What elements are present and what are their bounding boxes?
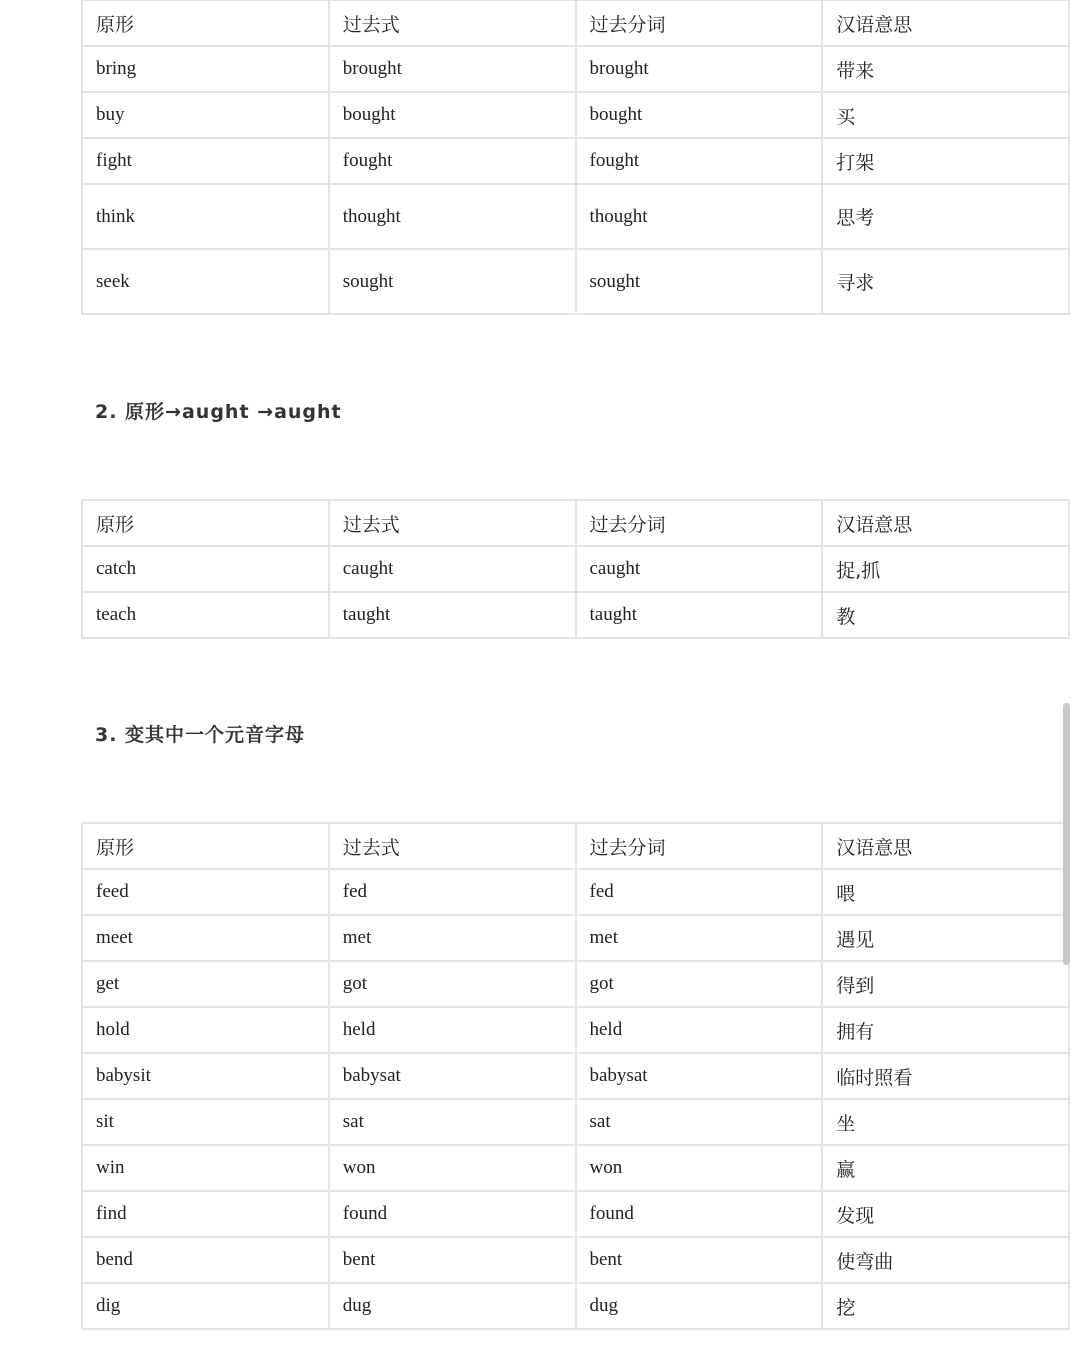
vertical-scrollbar[interactable]: [1063, 703, 1070, 965]
cell-base-form: fight: [82, 138, 329, 184]
cell-chinese-meaning: 使弯曲: [822, 1237, 1069, 1283]
verb-table-1: [81, 0, 1070, 315]
table-row: [82, 1007, 1069, 1053]
cell-past-tense: sat: [329, 1099, 576, 1145]
cell-past-tense: fought: [329, 138, 576, 184]
cell-past-tense: bent: [329, 1237, 576, 1283]
cell-past-tense: babysat: [329, 1053, 576, 1099]
cell-base-form: catch: [82, 546, 329, 592]
cell-past-tense: sought: [329, 249, 576, 314]
table-row: [82, 1191, 1069, 1237]
table-row: [82, 869, 1069, 915]
cell-chinese-meaning: 遇见: [822, 915, 1069, 961]
cell-past-participle: got: [576, 961, 823, 1007]
cell-base-form: teach: [82, 592, 329, 638]
cell-base-form: find: [82, 1191, 329, 1237]
cell-past-participle: bent: [576, 1237, 823, 1283]
cell-base-form: think: [82, 184, 329, 249]
table-header-row: [82, 823, 1069, 869]
cell-past-participle: dug: [576, 1283, 823, 1329]
table-row: [82, 1145, 1069, 1191]
cell-chinese-meaning: 带来: [822, 46, 1069, 92]
header-base-form: 原形: [82, 823, 329, 869]
verb-table-2: [81, 499, 1070, 639]
cell-base-form: babysit: [82, 1053, 329, 1099]
table-header-row: [82, 500, 1069, 546]
cell-chinese-meaning: 挖: [822, 1283, 1069, 1329]
verb-table-3: [81, 822, 1070, 1330]
cell-past-participle: fought: [576, 138, 823, 184]
cell-chinese-meaning: 捉,抓: [822, 546, 1069, 592]
cell-past-tense: found: [329, 1191, 576, 1237]
header-base-form: 原形: [82, 0, 329, 46]
cell-past-participle: held: [576, 1007, 823, 1053]
cell-base-form: win: [82, 1145, 329, 1191]
cell-base-form: bring: [82, 46, 329, 92]
table-row: [82, 1099, 1069, 1145]
cell-past-tense: got: [329, 961, 576, 1007]
cell-past-tense: taught: [329, 592, 576, 638]
cell-base-form: dig: [82, 1283, 329, 1329]
cell-chinese-meaning: 赢: [822, 1145, 1069, 1191]
table-row: [82, 184, 1069, 249]
cell-past-tense: fed: [329, 869, 576, 915]
cell-chinese-meaning: 临时照看: [822, 1053, 1069, 1099]
header-past-participle: 过去分词: [576, 0, 823, 46]
header-chinese-meaning: 汉语意思: [822, 823, 1069, 869]
table-header-row: [82, 0, 1069, 46]
header-chinese-meaning: 汉语意思: [822, 500, 1069, 546]
cell-chinese-meaning: 得到: [822, 961, 1069, 1007]
cell-chinese-meaning: 寻求: [822, 249, 1069, 314]
cell-chinese-meaning: 教: [822, 592, 1069, 638]
cell-past-participle: babysat: [576, 1053, 823, 1099]
cell-past-participle: caught: [576, 546, 823, 592]
cell-chinese-meaning: 思考: [822, 184, 1069, 249]
cell-past-participle: found: [576, 1191, 823, 1237]
cell-past-tense: caught: [329, 546, 576, 592]
section-heading-2: 2. 原形→aught →aught: [95, 401, 342, 423]
table-row: [82, 138, 1069, 184]
cell-chinese-meaning: 打架: [822, 138, 1069, 184]
cell-past-participle: taught: [576, 592, 823, 638]
table-row: [82, 1283, 1069, 1329]
cell-base-form: bend: [82, 1237, 329, 1283]
header-past-tense: 过去式: [329, 0, 576, 46]
cell-past-tense: held: [329, 1007, 576, 1053]
cell-chinese-meaning: 喂: [822, 869, 1069, 915]
cell-past-participle: bought: [576, 92, 823, 138]
cell-base-form: sit: [82, 1099, 329, 1145]
cell-base-form: seek: [82, 249, 329, 314]
cell-chinese-meaning: 坐: [822, 1099, 1069, 1145]
cell-past-participle: thought: [576, 184, 823, 249]
cell-past-participle: fed: [576, 869, 823, 915]
header-past-tense: 过去式: [329, 500, 576, 546]
cell-past-tense: bought: [329, 92, 576, 138]
header-past-participle: 过去分词: [576, 500, 823, 546]
header-chinese-meaning: 汉语意思: [822, 0, 1069, 46]
cell-base-form: buy: [82, 92, 329, 138]
table-row: [82, 915, 1069, 961]
cell-base-form: hold: [82, 1007, 329, 1053]
cell-past-tense: thought: [329, 184, 576, 249]
cell-chinese-meaning: 发现: [822, 1191, 1069, 1237]
cell-past-tense: won: [329, 1145, 576, 1191]
section-heading-3: 3. 变其中一个元音字母: [95, 724, 306, 746]
header-past-tense: 过去式: [329, 823, 576, 869]
cell-past-tense: brought: [329, 46, 576, 92]
cell-past-participle: brought: [576, 46, 823, 92]
cell-chinese-meaning: 拥有: [822, 1007, 1069, 1053]
table-row: [82, 92, 1069, 138]
cell-past-participle: met: [576, 915, 823, 961]
table-row: [82, 1237, 1069, 1283]
cell-base-form: feed: [82, 869, 329, 915]
cell-past-participle: sought: [576, 249, 823, 314]
cell-base-form: meet: [82, 915, 329, 961]
header-base-form: 原形: [82, 500, 329, 546]
cell-past-tense: dug: [329, 1283, 576, 1329]
table-row: [82, 1053, 1069, 1099]
table-row: [82, 249, 1069, 314]
table-row: [82, 961, 1069, 1007]
cell-past-participle: won: [576, 1145, 823, 1191]
cell-past-tense: met: [329, 915, 576, 961]
header-past-participle: 过去分词: [576, 823, 823, 869]
table-row: [82, 592, 1069, 638]
table-row: [82, 46, 1069, 92]
cell-base-form: get: [82, 961, 329, 1007]
cell-chinese-meaning: 买: [822, 92, 1069, 138]
cell-past-participle: sat: [576, 1099, 823, 1145]
table-row: [82, 546, 1069, 592]
